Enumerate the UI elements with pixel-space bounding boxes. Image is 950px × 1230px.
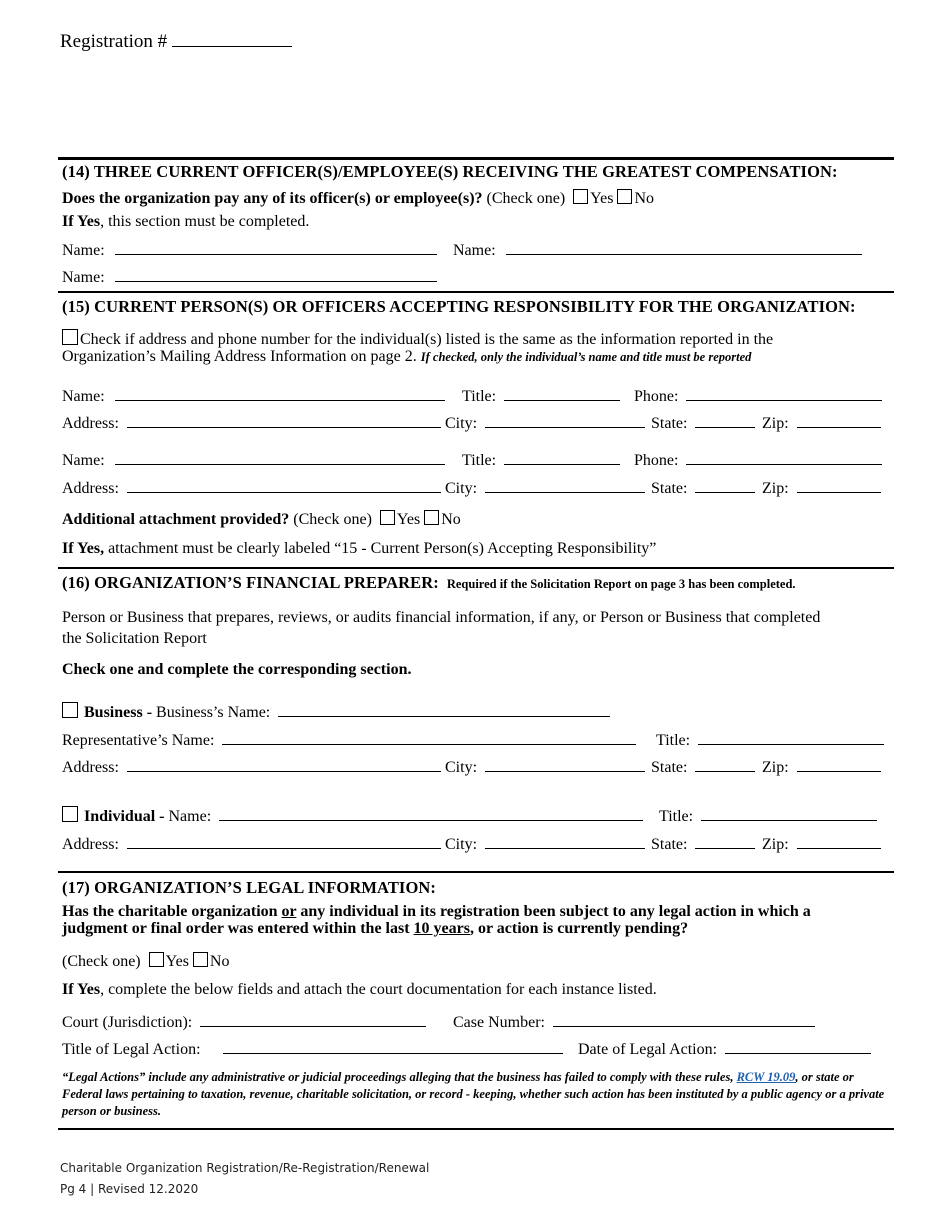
s17-action-date [578,1039,871,1059]
s15-p2-state-label: State: [651,480,688,497]
s15-p2-address [62,478,441,498]
s15-p2-title-field[interactable] [504,450,620,465]
s17-no-checkbox[interactable] [193,952,208,967]
s17-check-one: (Check one) [62,953,141,970]
s14-name-3 [62,267,437,287]
s16-business-checkbox[interactable] [62,702,78,718]
s17-legal-note-2: , or state or Federal laws pertaining to taxation, revenue, charitable solicitation, or record - keeping, whether such action has been instituted by a public agency or a private person or business. [62,1070,885,1118]
s15-attach-yes-label: Yes [396,511,421,528]
s17-q-part1: Has the charitable organization [62,903,282,920]
s14-name-3-field[interactable] [115,267,437,282]
section-17-top-rule [58,871,894,873]
s16-i-city-label: City: [445,836,478,853]
s16-i-state-label: State: [651,836,688,853]
s17-case [453,1012,815,1032]
s16-individual-row [62,806,643,826]
s16-b-zip-label: Zip: [762,759,789,776]
registration-line [60,30,292,53]
s15-p2-state [651,478,755,498]
s17-legal-note-1: “Legal Actions” include any administrative or judicial proceedings alleging that the business has failed to comply with these rules, [62,1070,737,1084]
s17-q-line2-part2: , or action is currently pending? [469,920,689,937]
s16-b-city-field[interactable] [485,757,645,772]
s15-attach-no-checkbox[interactable] [424,510,439,525]
s15-if-yes [62,540,656,558]
s16-rep-name-label: Representative’s Name: [62,732,215,749]
s16-b-city-label: City: [445,759,478,776]
s15-p2-name-field[interactable] [115,450,445,465]
s17-no-label: No [209,953,230,970]
s15-p1-address-field[interactable] [127,413,441,428]
s15-if-yes-bold: If Yes, [62,540,105,557]
s15-p1-name-label: Name: [62,388,105,405]
s15-p1-address [62,413,441,433]
footer-page-info: Pg 4 | Revised 12.2020 [60,1182,199,1196]
s14-name-1-field[interactable] [115,240,437,255]
s16-individual-label: Individual - [84,808,165,825]
s16-business-address [62,757,441,777]
s14-no-label: No [634,190,654,207]
section-16-title-note: Required if the Solicitation Report on page 3 has been completed. [446,577,796,591]
s15-attach-yes-checkbox[interactable] [380,510,395,525]
s16-individual-name-field[interactable] [219,806,643,821]
s16-business-name-label: Business’s Name: [156,704,271,721]
s16-i-zip-field[interactable] [797,834,881,849]
s17-if-yes [62,981,657,999]
s16-business-zip [762,757,881,777]
s17-action-date-field[interactable] [725,1039,871,1054]
registration-label: Registration # [60,31,168,52]
s16-i-zip-label: Zip: [762,836,789,853]
s16-desc-2: the Solicitation Report [62,630,207,647]
s17-action-title-field[interactable] [223,1039,563,1054]
section-15-top-rule [58,291,894,293]
s15-attachment-question: Additional attachment provided? [62,511,290,528]
s15-same-address-row [62,329,773,349]
section-17-title: (17) ORGANIZATION’S LEGAL INFORMATION: [62,878,437,897]
s17-yes-label: Yes [165,953,189,970]
s15-p1-city-label: City: [445,415,478,432]
s17-check-row [62,952,229,971]
s17-yes-checkbox[interactable] [149,952,164,967]
s16-desc-1: Person or Business that prepares, reviews, or audits financial information, if any, or Person or Business that completed [62,609,821,626]
s17-if-yes-bold: If Yes [62,981,101,998]
s15-p2-zip-field[interactable] [797,478,881,493]
s16-i-address-field[interactable] [127,834,441,849]
section-16-title: (16) ORGANIZATION’S FINANCIAL PREPARER: [62,573,439,592]
s16-individual-state [651,834,755,854]
s15-p2-zip-label: Zip: [762,480,789,497]
s17-question-line-2 [62,920,688,938]
footer-form-name: Charitable Organization Registration/Re-Registration/Renewal [60,1161,430,1175]
s15-same-address-checkbox[interactable] [62,329,78,345]
s16-rep-title-label: Title: [656,732,691,749]
s14-name-2-label: Name: [453,242,496,259]
s15-check-text-line2 [62,348,751,366]
s15-p1-name-field[interactable] [115,386,445,401]
s17-case-field[interactable] [553,1012,815,1027]
s17-question-line-1 [62,903,811,921]
rcw-19-09-link[interactable]: RCW 19.09 [736,1070,796,1084]
s16-individual-name-label: Name: [168,808,212,825]
s15-p1-phone-field[interactable] [686,386,882,401]
s17-action-title [62,1039,563,1059]
s16-i-city-field[interactable] [485,834,645,849]
section-14-top-rule [58,157,894,160]
section-16-title-row [62,573,796,593]
s15-p2-phone [634,450,882,470]
s15-p2-title [462,450,620,470]
s17-q-or: or [281,903,297,920]
s14-question: Does the organization pay any of its officer(s) or employee(s)? [62,190,483,207]
s16-check-one-instruction: Check one and complete the corresponding section. [62,661,412,678]
s15-p1-title-field[interactable] [504,386,620,401]
s15-p1-state [651,413,755,433]
s17-q-years: 10 years [413,920,470,937]
s17-legal-actions-note [62,1069,892,1120]
s14-if-yes [62,213,309,231]
s15-p2-city [445,478,645,498]
s15-p1-address-label: Address: [62,415,119,432]
s15-p2-address-field[interactable] [127,478,441,493]
s16-b-state-field[interactable] [695,757,755,772]
s15-p1-zip [762,413,881,433]
s15-if-yes-text: attachment must be clearly labeled “15 - Current Person(s) Accepting Responsibility” [104,540,657,557]
s16-i-state-field[interactable] [695,834,755,849]
s16-individual-zip [762,834,881,854]
s16-rep-title-field[interactable] [698,730,884,745]
s15-p2-name [62,450,445,470]
s14-check-one: (Check one) [486,190,566,207]
s16-individual-title [659,806,877,826]
s15-p2-state-field[interactable] [695,478,755,493]
s16-b-address-label: Address: [62,759,119,776]
s15-check-text-1: Check if address and phone number for the individual(s) listed is the same as the information reported in the [80,331,774,348]
s17-case-label: Case Number: [453,1014,545,1031]
s16-individual-city [445,834,645,854]
s15-attachment-row [62,510,461,529]
s14-question-row [62,189,654,208]
s15-p1-phone [634,386,882,406]
s16-rep-name [62,730,636,750]
s15-p1-title-label: Title: [462,388,497,405]
s15-p2-city-field[interactable] [485,478,645,493]
s16-business-row [62,702,610,722]
s15-check-text-2: Organization’s Mailing Address Information on page 2. [62,348,417,365]
s17-court-field[interactable] [200,1012,426,1027]
section-16-top-rule [58,567,894,569]
s17-q-part2: any individual in its registration been subject to any legal action in which a [296,903,811,920]
s14-name-1-label: Name: [62,242,105,259]
s15-p1-state-field[interactable] [695,413,755,428]
s14-name-1 [62,240,437,260]
s16-business-city [445,757,645,777]
s16-individual-checkbox[interactable] [62,806,78,822]
s17-q-line2-part1: judgment or final order was entered within the last [62,920,414,937]
s15-p1-state-label: State: [651,415,688,432]
s15-check-one: (Check one) [293,511,372,528]
s15-attach-no-label: No [441,511,461,528]
s15-p1-phone-label: Phone: [634,388,679,405]
s16-b-state-label: State: [651,759,688,776]
s16-b-address-field[interactable] [127,757,441,772]
s16-i-address-label: Address: [62,836,119,853]
s15-check-note: If checked, only the individual’s name and title must be reported [420,350,752,364]
s17-action-title-label: Title of Legal Action: [62,1041,201,1058]
s14-name-3-label: Name: [62,269,105,286]
s15-p1-zip-label: Zip: [762,415,789,432]
s16-b-zip-field[interactable] [797,757,881,772]
s15-p2-zip [762,478,881,498]
registration-number-field[interactable] [172,30,292,47]
s16-business-label: Business - [84,704,153,721]
s15-p1-name [62,386,445,406]
s17-court-label: Court (Jurisdiction): [62,1014,193,1031]
s15-p1-city [445,413,645,433]
s16-individual-address [62,834,441,854]
s15-p2-city-label: City: [445,480,478,497]
s16-i-title-label: Title: [659,808,694,825]
s16-business-name-field[interactable] [278,702,610,717]
s14-if-yes-text: , this section must be completed. [100,213,310,230]
s15-p2-title-label: Title: [462,452,497,469]
s16-rep-name-field[interactable] [222,730,636,745]
s14-name-2 [453,240,862,260]
s16-i-title-field[interactable] [701,806,877,821]
section-15-title: (15) CURRENT PERSON(S) OR OFFICERS ACCEPTING RESPONSIBILITY FOR THE ORGANIZATION: [62,297,856,316]
s14-if-yes-bold: If Yes [62,213,101,230]
s16-business-state [651,757,755,777]
s15-p1-city-field[interactable] [485,413,645,428]
s14-no-checkbox[interactable] [617,189,632,204]
section-14-title: (14) THREE CURRENT OFFICER(S)/EMPLOYEE(S) RECEIVING THE GREATEST COMPENSATION: [62,162,838,181]
s15-p2-name-label: Name: [62,452,105,469]
s16-rep-title [656,730,884,750]
s14-yes-label: Yes [590,190,614,207]
s17-court [62,1012,426,1032]
s14-yes-checkbox[interactable] [573,189,588,204]
s17-if-yes-text: , complete the below fields and attach the court documentation for each instance listed. [100,981,657,998]
s15-p2-phone-field[interactable] [686,450,882,465]
s15-p1-title [462,386,620,406]
s14-name-2-field[interactable] [506,240,862,255]
s15-p2-address-label: Address: [62,480,119,497]
s15-p2-phone-label: Phone: [634,452,679,469]
s17-action-date-label: Date of Legal Action: [578,1041,718,1058]
s15-p1-zip-field[interactable] [797,413,881,428]
section-17-bottom-rule [58,1128,894,1130]
